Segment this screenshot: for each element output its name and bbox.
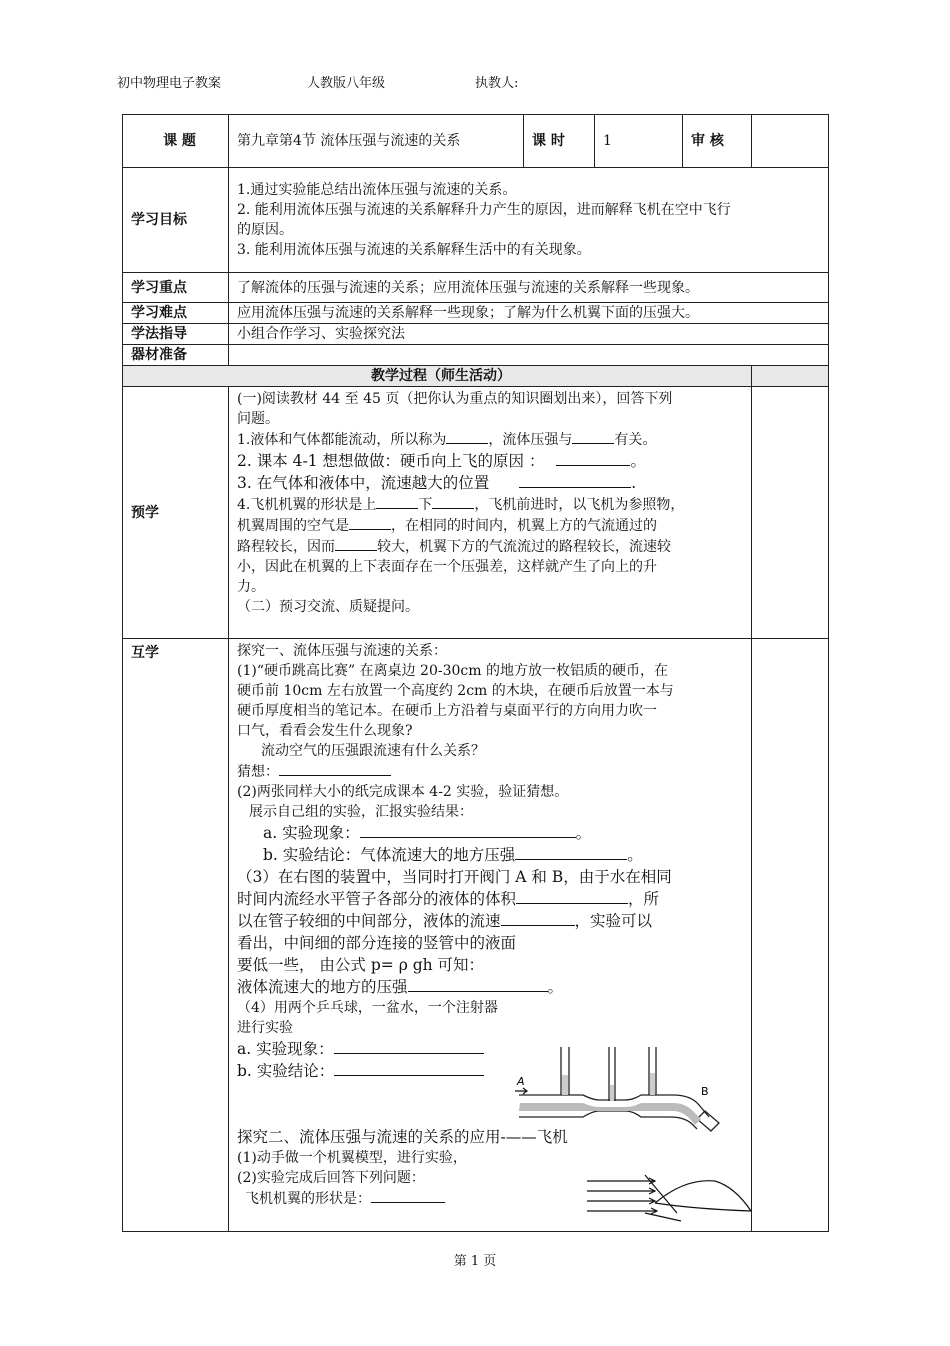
- mutual-line: 流动空气的压强跟流速有什么关系？: [261, 743, 485, 759]
- q-text: 较大，机翼下方的气流流过的路程较长，流速较: [377, 539, 671, 555]
- q-text: 时间内流经水平管子各部分的液体的体积: [237, 890, 517, 908]
- q-text: ，实验可以: [574, 912, 653, 930]
- phenomenon-line: [237, 822, 751, 844]
- mutual-line: 硬币前 10cm 左右放置一个高度约 2cm 的木块，在硬币后放置一本与: [237, 683, 674, 699]
- mutual-line: [237, 910, 751, 932]
- mutual-line: [237, 888, 751, 910]
- mutual-line: (1)“硬币跳高比赛” 在离桌边 20-30cm 的地方放一枚铝质的硬币，在: [237, 663, 668, 679]
- equipment-label: 器材准备: [123, 345, 229, 366]
- difficulty-label: 学习难点: [123, 303, 229, 324]
- guess-line: [237, 761, 751, 782]
- q-text: 路程较长，因而: [237, 539, 335, 555]
- q-text: .: [631, 474, 637, 492]
- difficulty-value: 应用流体压强与流速的关系解释一些现象；了解为什么机翼下面的压强大。: [229, 303, 829, 324]
- period-value: 1: [595, 115, 683, 168]
- preview-line: 问题。: [237, 411, 279, 427]
- review-value: [752, 115, 829, 168]
- q-text: 3. 在气体和液体中，流速越大的位置: [237, 474, 490, 492]
- q-text: b. 实验结论：: [237, 1062, 335, 1080]
- mutual-label: 互学: [123, 639, 229, 1232]
- edition: 人教版八年级: [307, 76, 386, 91]
- preview-content: [229, 387, 752, 639]
- q-text: 飞机机翼的形状是：: [245, 1191, 371, 1207]
- answer-blank[interactable]: [334, 1061, 484, 1076]
- preview-line: 小，因此在机翼的上下表面存在一个压强差，这样就产生了向上的升: [237, 559, 657, 575]
- mutual-line: 展示自己组的实验，汇报实验结果：: [249, 804, 473, 820]
- mutual-line: [237, 976, 751, 998]
- answer-blank[interactable]: [349, 515, 391, 530]
- equipment-value: [229, 345, 829, 366]
- conclusion-line: [237, 844, 751, 866]
- q-text: 下: [418, 497, 433, 513]
- goal-item: 3. 能利用流体压强与流速的关系解释生活中的有关现象。: [237, 242, 591, 258]
- q-text: 。: [547, 978, 564, 996]
- key-value: 了解流体的压强与流速的关系；应用流体压强与流速的关系解释一些现象。: [229, 273, 829, 303]
- answer-blank[interactable]: [501, 911, 575, 926]
- answer-blank[interactable]: [279, 761, 391, 776]
- q-text: 。: [575, 824, 592, 842]
- q-text: ，流体压强与: [488, 432, 573, 448]
- mutual-line: 探究一、流体压强与流速的关系：: [237, 643, 447, 659]
- preview-q4: [237, 494, 751, 515]
- answer-blank[interactable]: [519, 473, 631, 488]
- goal-item: 的原因。: [237, 222, 293, 238]
- preview-line: [237, 536, 751, 557]
- preview-q1: [237, 429, 751, 450]
- preview-label: 预学: [123, 387, 229, 639]
- preview-line: (一)阅读教材 44 至 45 页（把你认为重点的知识圈划出来），回答下列: [237, 391, 673, 407]
- page-footer: 第 1 页: [453, 1254, 497, 1269]
- q-text: 有关。: [614, 432, 657, 448]
- mutual-side: [752, 639, 829, 1232]
- key-label: 学习重点: [123, 273, 229, 303]
- answer-blank[interactable]: [371, 1188, 445, 1203]
- teacher-label: 执教人:: [475, 76, 519, 91]
- mutual-line: 进行实验: [237, 1020, 293, 1036]
- preview-line: [237, 515, 751, 536]
- mutual-line: （4）用两个乒乓球，一盆水，一个注射器: [237, 1000, 498, 1016]
- mutual-line: 探究二、流体压强与流速的关系的应用-——飞机: [237, 1128, 568, 1146]
- lesson-plan-table: [122, 114, 829, 1232]
- q-text: 4.飞机机翼的形状是上: [237, 497, 377, 513]
- answer-blank[interactable]: [408, 977, 548, 992]
- mutual-line: (1)动手做一个机翼模型，进行实验，: [237, 1150, 467, 1166]
- answer-blank[interactable]: [335, 536, 377, 551]
- q-text: 。: [630, 452, 646, 470]
- preview-q3: [237, 472, 751, 494]
- preview-side: [752, 387, 829, 639]
- topic-label: 课 题: [123, 115, 229, 168]
- answer-blank[interactable]: [432, 494, 474, 509]
- mutual-line: (2)两张同样大小的纸完成课本 4-2 实验，验证猜想。: [237, 784, 569, 800]
- answer-blank[interactable]: [572, 429, 614, 444]
- answer-blank[interactable]: [515, 845, 627, 860]
- q-text: 以在管子较细的中间部分，液体的流速: [237, 912, 501, 930]
- goal-item: 2. 能利用流体压强与流速的关系解释升力产生的原因，进而解释飞机在空中飞行: [237, 202, 731, 218]
- topic-value: 第九章第4节 流体压强与流速的关系: [229, 115, 524, 168]
- preview-q2: [237, 450, 751, 472]
- q-text: ，在相同的时间内，机翼上方的气流通过的: [391, 518, 657, 534]
- mutual-line: 看出，中间细的部分连接的竖管中的液面: [237, 934, 517, 952]
- q-text: b. 实验结论：气体流速大的地方压强: [263, 846, 516, 864]
- period-label: 课 时: [524, 115, 595, 168]
- q-text: a. 实验现象：: [263, 824, 360, 842]
- answer-blank[interactable]: [446, 429, 488, 444]
- answer-blank[interactable]: [556, 451, 630, 466]
- goals-cell: [229, 168, 829, 273]
- valve-a-label: A: [517, 1075, 525, 1088]
- answer-blank[interactable]: [376, 494, 418, 509]
- answer-blank[interactable]: [360, 823, 576, 838]
- wing-airflow-diagram: [585, 1173, 752, 1228]
- mutual-line: (2)实验完成后回答下列问题：: [237, 1170, 425, 1186]
- q-text: ，所: [628, 890, 660, 908]
- answer-blank[interactable]: [516, 889, 628, 904]
- q-text: a. 实验现象：: [237, 1040, 334, 1058]
- mutual-line: 口气，看看会发生什么现象?: [237, 723, 413, 739]
- q-text: ，飞机前进时，以飞机为参照物，: [474, 497, 685, 513]
- mutual-line: （3）在右图的装置中，当同时打开阀门 A 和 B，由于水在相同: [237, 868, 672, 886]
- doc-type: 初中物理电子教案: [117, 76, 222, 91]
- q-text: 机翼周围的空气是: [237, 518, 349, 534]
- q-text: 2. 课本 4-1 想想做做：硬币向上飞的原因 ：: [237, 452, 545, 470]
- q-text: 1.液体和气体都能流动，所以称为: [237, 432, 447, 448]
- mutual-content: [229, 639, 752, 1232]
- preview-line: 力。: [237, 579, 265, 595]
- preview-line: （二）预习交流、质疑提问。: [237, 599, 419, 615]
- valve-b-label: B: [701, 1085, 709, 1098]
- method-value: 小组合作学习、实验探究法: [229, 324, 829, 345]
- q-text: 。: [627, 846, 643, 864]
- method-label: 学法指导: [123, 324, 229, 345]
- q-text: 猜想：: [237, 764, 279, 780]
- answer-blank[interactable]: [334, 1039, 484, 1054]
- venturi-tube-diagram: [513, 1047, 723, 1132]
- mutual-line: 要低一些， 由公式 p= ρ gh 可知：: [237, 956, 485, 974]
- process-header: 教学过程（师生活动）: [123, 366, 752, 387]
- process-header-side: [752, 366, 829, 387]
- goals-label: 学习目标: [123, 168, 229, 273]
- review-label: 审 核: [683, 115, 752, 168]
- goal-item: 1.通过实验能总结出流体压强与流速的关系。: [237, 182, 517, 198]
- q-text: 液体流速大的地方的压强: [237, 978, 408, 996]
- mutual-line: 硬币厚度相当的笔记本。在硬币上方沿着与桌面平行的方向用力吹一: [237, 703, 657, 719]
